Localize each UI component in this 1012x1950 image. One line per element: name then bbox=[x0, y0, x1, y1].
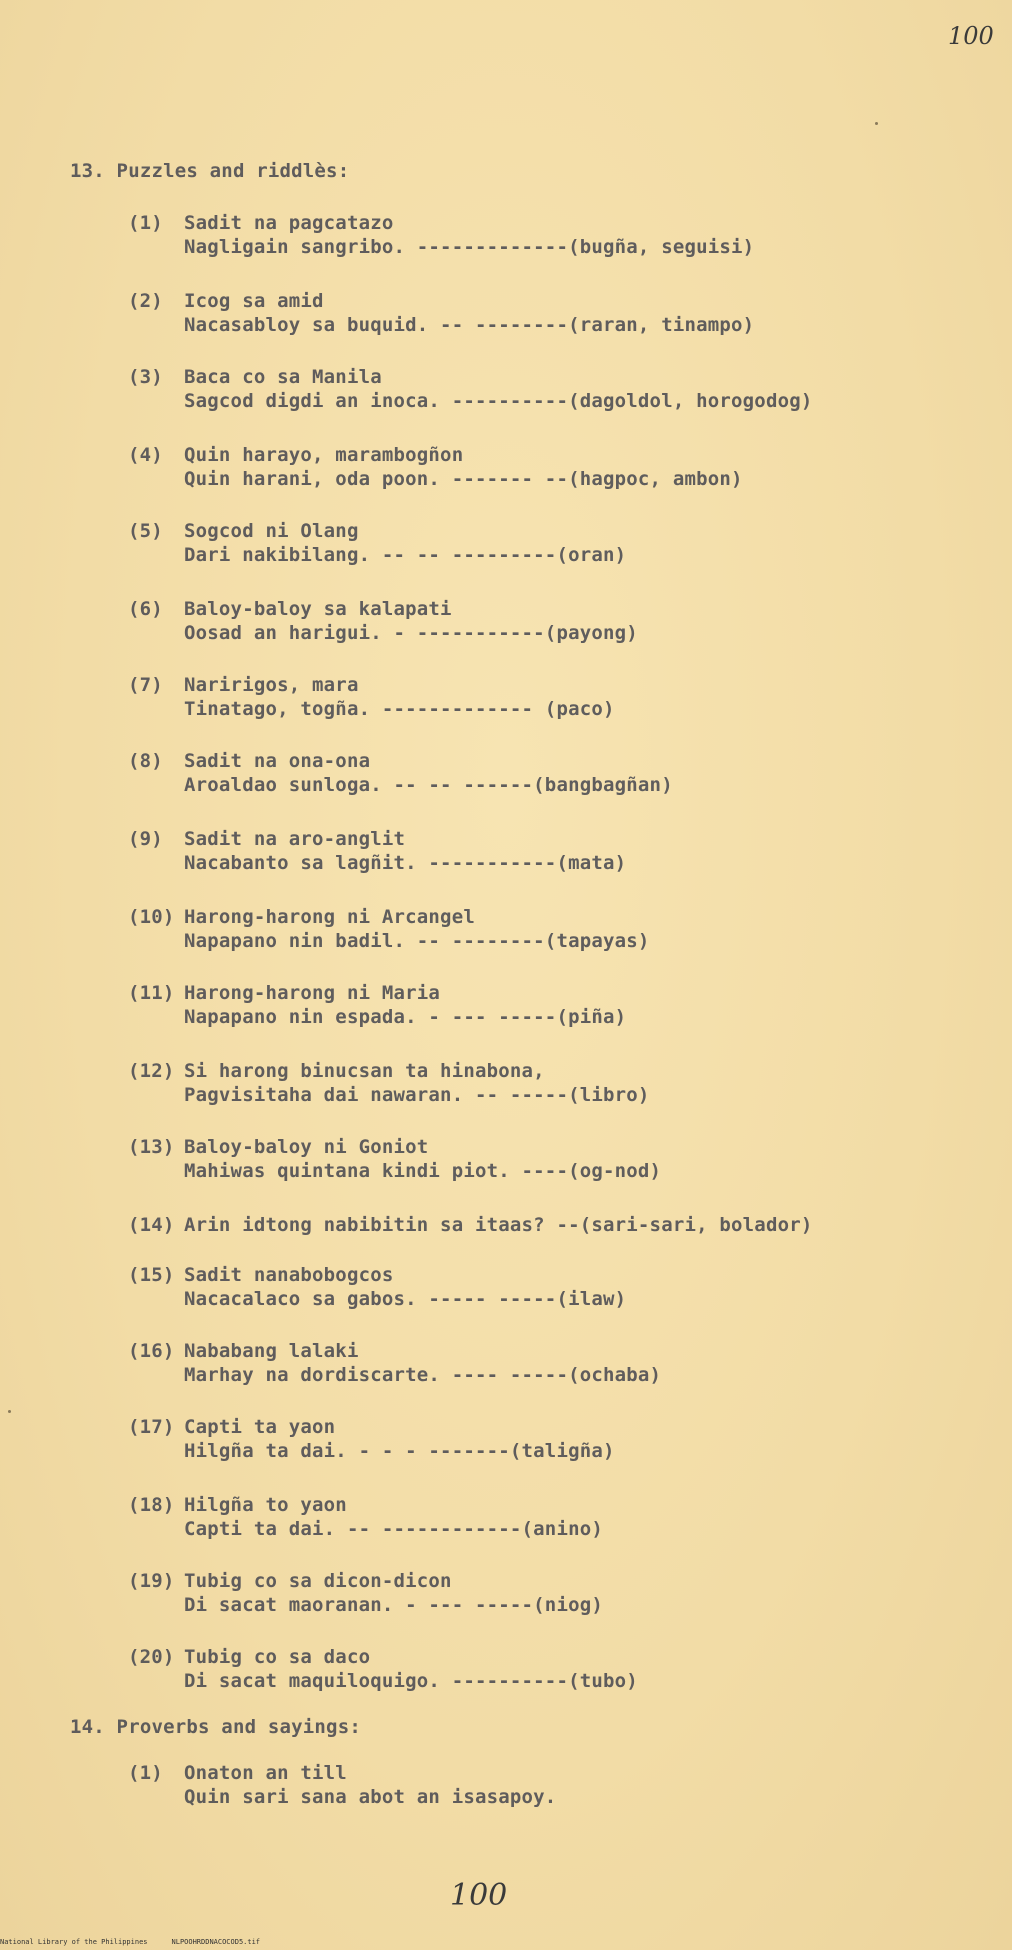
riddle-line-2: Oosad an harigui. - -----------(payong) bbox=[184, 622, 638, 644]
riddle-line-1: Sadit na pagcatazo bbox=[184, 212, 394, 234]
riddle-number: (9) bbox=[128, 828, 163, 850]
scan-footer bbox=[0, 1938, 284, 1946]
section-14-heading: 14. Proverbs and sayings: bbox=[70, 1716, 361, 1738]
riddle-line-2: Marhay na dordiscarte. ---- -----(ochaba) bbox=[184, 1364, 662, 1386]
riddle-line-1: Tubig co sa dicon-dicon bbox=[184, 1570, 452, 1592]
page-number-bottom: 100 bbox=[450, 1878, 508, 1913]
riddle-line-1: Baloy-baloy ni Goniot bbox=[184, 1136, 429, 1158]
footer-institution: National Library of the Philippines bbox=[0, 1938, 148, 1946]
riddle-number: (4) bbox=[128, 444, 163, 466]
riddle-line-2: Mahiwas quintana kindi piot. ----(og-nod) bbox=[184, 1160, 662, 1182]
riddle-number: (7) bbox=[128, 674, 163, 696]
proverb-number: (1) bbox=[128, 1762, 163, 1784]
riddle-line-1: Capti ta yaon bbox=[184, 1416, 336, 1438]
paper-speck bbox=[8, 1410, 11, 1413]
riddle-line-1: Harong-harong ni Maria bbox=[184, 982, 441, 1004]
proverb-line-1: Onaton an till bbox=[184, 1762, 347, 1784]
riddle-line-2: Quin harani, oda poon. ------- --(hagpoc, ambon) bbox=[184, 468, 743, 490]
riddle-number: (3) bbox=[128, 366, 163, 388]
proverb-item bbox=[128, 1762, 557, 1872]
riddle-line-1: Si harong binucsan ta hinabona, bbox=[184, 1060, 545, 1082]
page-number-top: 100 bbox=[948, 22, 994, 50]
riddle-line-2: Nacacalaco sa gabos. ----- -----(ilaw) bbox=[184, 1288, 627, 1310]
riddle-line-1: Icog sa amid bbox=[184, 290, 324, 312]
riddle-number: (14) bbox=[128, 1214, 175, 1236]
riddle-line-2: Dari nakibilang. -- -- ---------(oran) bbox=[184, 544, 627, 566]
riddle-number: (13) bbox=[128, 1136, 175, 1158]
riddle-number: (12) bbox=[128, 1060, 175, 1082]
riddle-line-1: Sadit nanabobogcos bbox=[184, 1264, 394, 1286]
riddle-number: (11) bbox=[128, 982, 175, 1004]
riddle-number: (10) bbox=[128, 906, 175, 928]
riddle-number: (18) bbox=[128, 1494, 175, 1516]
paper-speck bbox=[875, 122, 878, 125]
riddle-line-1: Sadit na aro-anglit bbox=[184, 828, 406, 850]
riddle-line-1: Nababang lalaki bbox=[184, 1340, 359, 1362]
riddle-number: (8) bbox=[128, 750, 163, 772]
riddle-line-1: Arin idtong nabibitin sa itaas? --(sari-sari, bolador) bbox=[184, 1214, 813, 1236]
riddle-line-2: Aroaldao sunloga. -- -- ------(bangbagñan) bbox=[184, 774, 673, 796]
riddle-line-1: Sadit na ona-ona bbox=[184, 750, 371, 772]
riddle-line-2: Pagvisitaha dai nawaran. -- -----(libro) bbox=[184, 1084, 650, 1106]
riddle-number: (15) bbox=[128, 1264, 175, 1286]
riddle-line-2: Napapano nin espada. - --- -----(piña) bbox=[184, 1006, 627, 1028]
riddle-line-2: Sagcod digdi an inoca. ----------(dagoldol, horogodog) bbox=[184, 390, 813, 412]
riddle-number: (16) bbox=[128, 1340, 175, 1362]
riddle-line-2: Napapano nin badil. -- --------(tapayas) bbox=[184, 930, 650, 952]
section-13-heading: 13. Puzzles and riddlès: bbox=[70, 160, 350, 182]
riddle-line-2: Hilgña ta dai. - - - -------(taligña) bbox=[184, 1440, 615, 1462]
riddle-line-2: Nacasabloy sa buquid. -- --------(raran, tinampo) bbox=[184, 314, 755, 336]
riddle-number: (20) bbox=[128, 1646, 175, 1668]
riddle-line-1: Naririgos, mara bbox=[184, 674, 359, 696]
riddle-number: (1) bbox=[128, 212, 163, 234]
proverb-line-2: Quin sari sana abot an isasapoy. bbox=[184, 1786, 557, 1808]
riddle-number: (6) bbox=[128, 598, 163, 620]
riddle-line-2: Nagligain sangribo. -------------(bugña, seguisi) bbox=[184, 236, 755, 258]
riddle-line-2: Di sacat maoranan. - --- -----(niog) bbox=[184, 1594, 604, 1616]
riddle-line-1: Sogcod ni Olang bbox=[184, 520, 359, 542]
riddle-number: (2) bbox=[128, 290, 163, 312]
riddle-line-1: Baca co sa Manila bbox=[184, 366, 382, 388]
riddle-line-1: Hilgña to yaon bbox=[184, 1494, 347, 1516]
riddle-line-2: Tinatago, togña. ------------- (paco) bbox=[184, 698, 615, 720]
riddle-line-1: Baloy-baloy sa kalapati bbox=[184, 598, 452, 620]
riddle-number: (17) bbox=[128, 1416, 175, 1438]
footer-filename: NLPOOHRDDNACOCOD5.tif bbox=[171, 1938, 261, 1946]
riddle-line-1: Harong-harong ni Arcangel bbox=[184, 906, 475, 928]
riddle-line-2: Nacabanto sa lagñit. -----------(mata) bbox=[184, 852, 627, 874]
riddle-number: (19) bbox=[128, 1570, 175, 1592]
riddle-line-1: Quin harayo, marambogñon bbox=[184, 444, 464, 466]
riddle-line-1: Tubig co sa daco bbox=[184, 1646, 371, 1668]
riddle-line-2: Di sacat maquiloquigo. ----------(tubo) bbox=[184, 1670, 638, 1692]
riddle-number: (5) bbox=[128, 520, 163, 542]
riddle-line-2: Capti ta dai. -- ------------(anino) bbox=[184, 1518, 604, 1540]
